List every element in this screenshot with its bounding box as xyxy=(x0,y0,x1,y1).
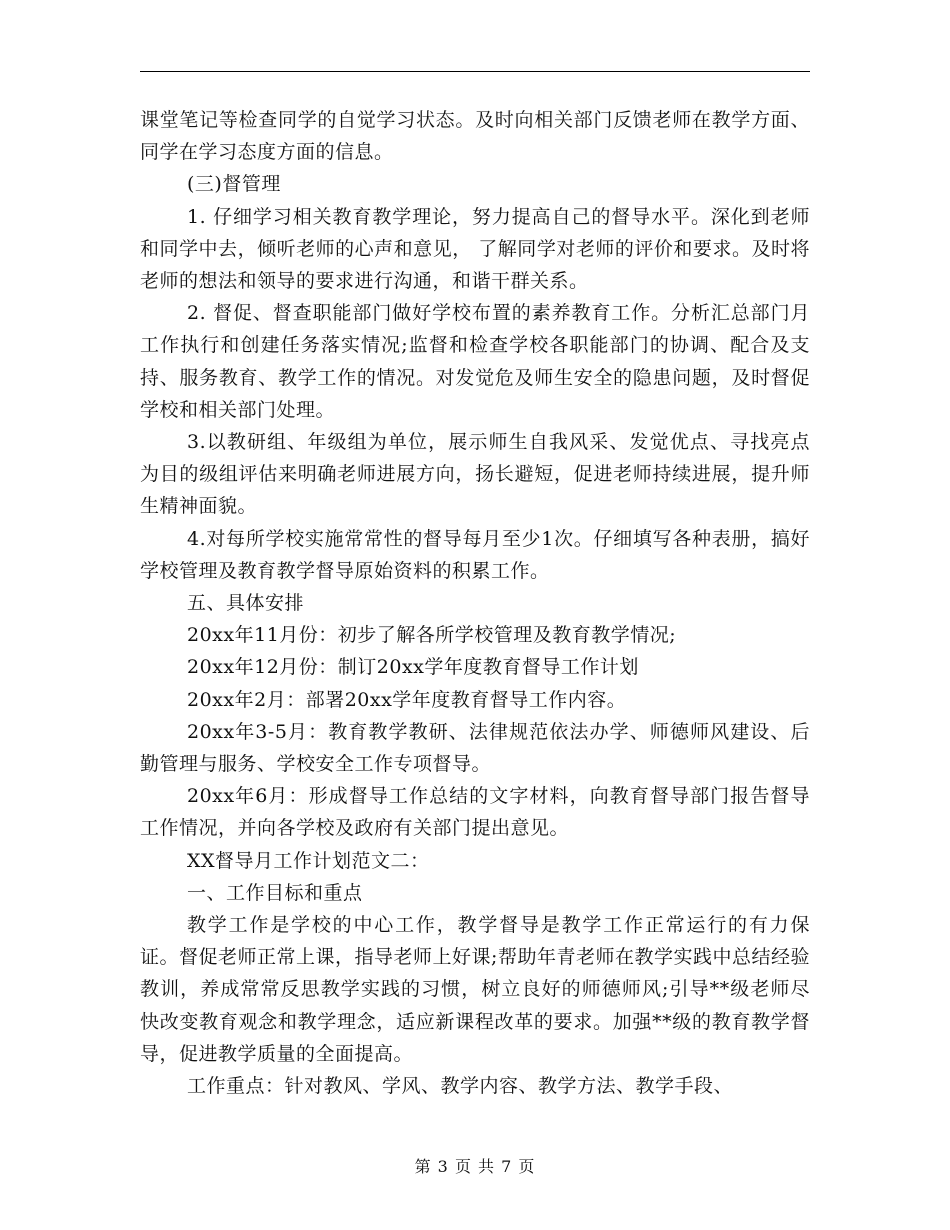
schedule-item: 20xx年6月：形成督导工作总结的文字材料，向教育督导部门报告督导工作情况，并向各学校及政府有关部门提出意见。 xyxy=(140,785,810,840)
paragraph: 3.以教研组、年级组为单位，展示师生自我风采、发觉优点、寻找亮点为目的级组评估来明确老师进展方向，扬长避短，促进老师持续进展，提升师生精神面貌。 xyxy=(140,431,810,518)
paragraph: 1. 仔细学习相关教育教学理论，努力提高自己的督导水平。深化到老师和同学中去，倾听老师的心声和意见， 了解同学对老师的评价和要求。及时将老师的想法和领导的要求进行沟通，和谐干群关系。 xyxy=(140,205,810,293)
paragraph: 教学工作是学校的中心工作，教学督导是教学工作正常运行的有力保证。督促老师正常上课，指导老师上好课;帮助年青老师在教学实践中总结经验教训，养成常常反思教学实践的习惯，树立良好的师德师风;引导**级老师尽快改变教育观念和教学理念，适应新课程改革的要求。加强**级的教育教学督导，促进教学质量的全面提高。 xyxy=(140,914,810,1065)
section-heading: 五、具体安排 xyxy=(187,592,305,615)
section-heading: 一、工作目标和重点 xyxy=(187,881,363,904)
header-rule xyxy=(140,71,810,72)
paragraph: 课堂笔记等检查同学的自觉学习状态。及时向相关部门反馈老师在教学方面、同学在学习态度方面的信息。 xyxy=(140,109,810,164)
document-body xyxy=(140,104,810,1102)
paragraph: 2. 督促、督查职能部门做好学校布置的素养教育工作。分析汇总部门月工作执行和创建任务落实情况;监督和检查学校各职能部门的协调、配合及支持、服务教育、教学工作的情况。对发觉危及师生安全的隐患问题，及时督促学校和相关部门处理。 xyxy=(140,302,810,421)
page-footer xyxy=(0,1154,950,1177)
page-number: 第 3 页 共 7 页 xyxy=(414,1157,536,1176)
section-heading: (三)督管理 xyxy=(187,173,281,196)
schedule-item: 20xx年3-5月：教育教学教研、法律规范依法办学、师德师风建设、后勤管理与服务、学校安全工作专项督导。 xyxy=(140,720,810,776)
paragraph: 工作重点：针对教风、学风、教学内容、教学方法、教学手段、 xyxy=(187,1075,734,1098)
schedule-item: 20xx年2月：部署20xx学年度教育督导工作内容。 xyxy=(187,688,627,711)
schedule-item: 20xx年12月份：制订20xx学年度教育督导工作计划 xyxy=(187,656,639,679)
schedule-item: 20xx年11月份：初步了解各所学校管理及教育教学情况; xyxy=(187,624,677,647)
document-subtitle: XX督导月工作计划范文二： xyxy=(187,849,430,872)
paragraph: 4.对每所学校实施常常性的督导每月至少1次。仔细填写各种表册，搞好学校管理及教育教学督导原始资料的积累工作。 xyxy=(140,527,810,582)
